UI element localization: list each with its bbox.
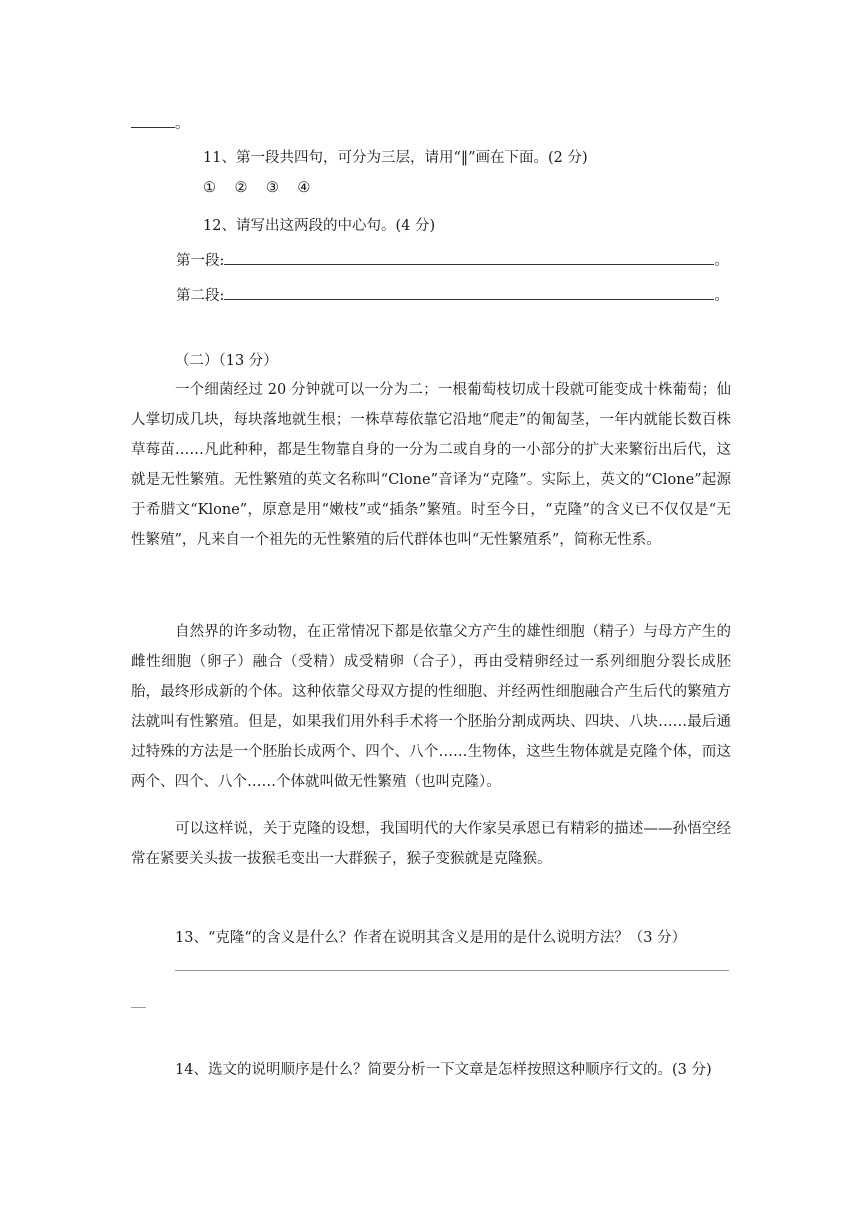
question-12: 12、请写出这两段的中心句。(4 分) [203, 218, 436, 234]
q13-answer-line-tail[interactable] [131, 1007, 146, 1008]
mark-1: ① [203, 180, 216, 196]
answer-label-1: 第一段: [176, 253, 225, 269]
passage-paragraph-3: 可以这样说，关于克隆的设想，我国明代的大作家吴承恩已有精彩的描述——孙悟空经常在紧要关头拔一拔猴毛变出一大群猴子，猴子变猴就是克隆猴。 [131, 821, 731, 867]
mark-3: ③ [265, 180, 279, 196]
answer-line-para2 [176, 284, 729, 305]
answer-blank[interactable] [131, 127, 175, 128]
question-11: 11、第一段共四句，可分为三层，请用“‖”画在下面。(2 分) [203, 150, 588, 166]
question-14: 14、选文的说明顺序是什么？简要分析一下文章是怎样按照这种顺序行文的。(3 分) [175, 1062, 712, 1078]
mark-4: ④ [297, 180, 311, 196]
answer-label-2: 第二段: [176, 288, 225, 304]
q13-answer-line[interactable] [175, 970, 729, 971]
q11-marks [203, 180, 310, 196]
passage-paragraph-1: 一个细菌经过 20 分钟就可以一分为二；一根葡萄枝切成十段就可能变成十株葡萄；仙人掌切成几块，每块落地就生根；一株草莓依靠它沿地“爬走”的匍匐茎，一年内就能长数百株草莓苗……凡此种种，都是生物靠自身的一分为二或自身的一小部分的扩大来繁衍出后代，这就是无性繁殖。无性繁殖的英文名称叫“Clone”音译为“克隆”。实际上，英文的“Clone”起源于希腊文“Klone”，原意是用“嫩枝”或“插条”繁殖。时至今日，“克隆”的含义已不仅仅是“无性繁殖”，凡来自一个祖先的无性繁殖的后代群体也叫“无性繁殖系”，简称无性系。 [131, 382, 731, 548]
answer-blank-1[interactable] [224, 264, 714, 265]
passage-paragraph-2: 自然界的许多动物，在正常情况下都是依靠父方产生的雄性细胞（精子）与母方产生的雌性细胞（卵子）融合（受精）成受精卵（合子），再由受精卵经过一系列细胞分裂长成胚胎，最终形成新的个体。这种依靠父母双方提的性细胞、并经两性细胞融合产生后代的繁殖方法就叫有性繁殖。但是，如果我们用外科手术将一个胚胎分割成两块、四块、八块……最后通过特殊的方法是一个胚胎长成两个、四个、八个……生物体，这些生物体就是克隆个体，而这两个、四个、八个……个体就叫做无性繁殖（也叫克隆）。 [131, 624, 731, 790]
question-13: 13、“克隆“的含义是什么？作者在说明其含义是用的是什么说明方法？（3 分） [175, 930, 687, 946]
answer-end-2: 。 [714, 288, 729, 304]
answer-blank-2[interactable] [224, 299, 714, 300]
section-heading: （二）（13 分） [175, 353, 278, 369]
answer-line-para1 [176, 249, 729, 270]
answer-end-1: 。 [714, 253, 729, 269]
q10-answer-tail [131, 112, 190, 133]
q10-tail-punct: 。 [175, 116, 190, 132]
mark-2: ② [234, 180, 248, 196]
